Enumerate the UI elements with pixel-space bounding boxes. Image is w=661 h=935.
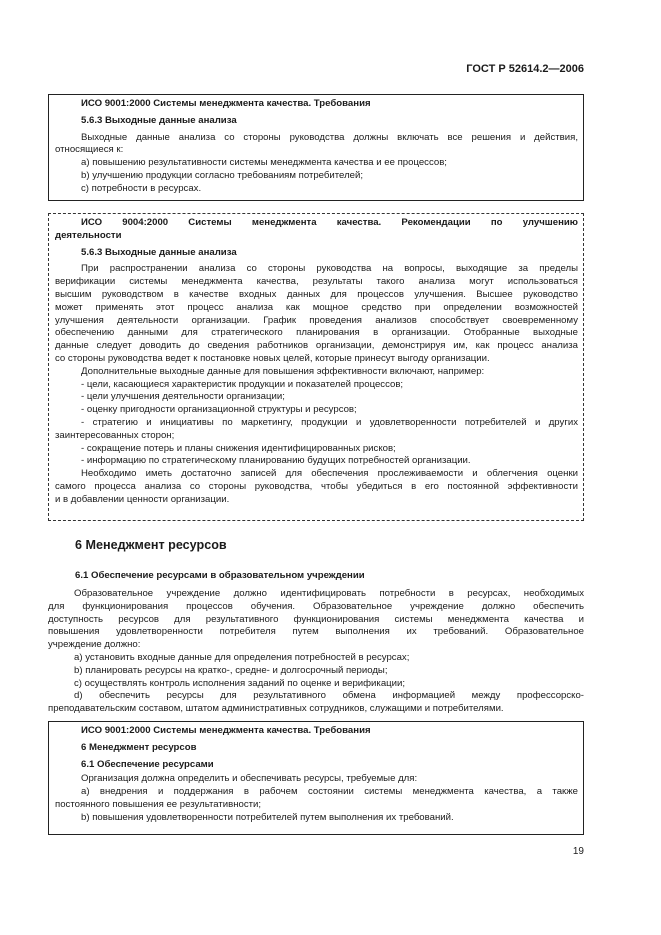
list-item: b) повышения удовлетворенности потребителей путем выполнения их требований. <box>81 811 454 823</box>
list-item: с) осуществлять контроль исполнения заданий по оценке и верификации; <box>74 677 406 689</box>
list-item: - цели, касающиеся характеристик продукции и показателей процессов; <box>81 378 404 390</box>
list-item: а) внедрения и поддержания в рабочем состоянии системы менеджмента качества, а также <box>81 786 578 798</box>
box-text-line: высшим руководством в качестве входных данных для процессов улучшения. Высшее руководство <box>55 288 578 300</box>
box-title: ИСО 9004:2000 Системы менеджмента качества. Рекомендации по улучшению <box>81 217 578 228</box>
body-line: учреждение должно: <box>48 639 141 651</box>
box-text-line: может применять этот процесс анализа как мощное средство при определении возможностей <box>55 301 578 313</box>
box-title: ИСО 9001:2000 Системы менеджмента качества. Требования <box>81 725 371 736</box>
list-item: - стратегию и инициативы по маркетингу, продукции и удовлетворенности потребителей и других <box>81 416 578 428</box>
list-item: заинтересованных сторон; <box>55 429 175 441</box>
iso-9001-resources-box <box>48 721 584 835</box>
page-number: 19 <box>572 846 584 857</box>
list-item: - оценку пригодности организационной структуры и ресурсов; <box>81 404 357 416</box>
list-item: постоянного повышения ее результативности; <box>55 798 262 810</box>
box-text-line: данные следует доводить до сведения работников организации, демонстрируя им, как процесс анализа <box>55 340 578 352</box>
list-item: - цели улучшения деятельности организации; <box>81 391 285 403</box>
box-text-line: относящиеся к: <box>55 144 124 156</box>
standard-header: ГОСТ Р 52614.2—2006 <box>466 63 584 75</box>
box-text-line: обеспечению данными для стратегического планирования в организации. Отобранные выходные <box>55 327 578 339</box>
box-text-line: Выходные данные анализа со стороны руководства должны включать все решения и действия, <box>81 131 578 143</box>
list-item: - информацию по стратегическому планированию будущих потребностей организации. <box>81 455 471 467</box>
box-text-line: Необходимо иметь достаточно записей для обеспечения прослеживаемости и облегчения оценки <box>81 468 578 480</box>
box-subtitle: 5.6.3 Выходные данные анализа <box>81 114 237 126</box>
body-line: доступность ресурсов для результативного функционирования системы менеджмента качества и <box>48 613 584 625</box>
section-body <box>48 588 584 716</box>
iso-9004-quote-box <box>48 213 584 521</box>
box-subtitle: 5.6.3 Выходные данные анализа <box>81 246 237 258</box>
body-line: для функционирования процессов обучения. Образовательное учреждение должно обеспечить <box>48 600 584 612</box>
box-text-line: самого процесса анализа со стороны руководства, чтобы убедиться в его постоянной эффективности <box>55 480 578 492</box>
box-text-line: улучшения деятельности организации. График проведения анализов способствует своевременному <box>55 314 578 326</box>
box-text-line: При распространении анализа со стороны руководства на вопросы, выходящие за пределы <box>81 263 578 275</box>
box-section-heading: 6 Менеджмент ресурсов <box>81 741 197 753</box>
list-item: d) обеспечить ресурсы для результативного обмена информацией между профессорско- <box>74 690 584 702</box>
list-item: а) повышению результативности системы менеджмента качества и ее процессов; <box>81 157 447 169</box>
box-text-line: и в добавлении ценности организации. <box>55 493 230 505</box>
list-item: - сокращение потерь и планы снижения идентифицированных рисков; <box>81 442 396 454</box>
box-title: деятельности <box>55 229 122 241</box>
box-subsection-heading: 6.1 Обеспечение ресурсами <box>81 758 214 770</box>
box-text-line: Организация должна определить и обеспечивать ресурсы, требуемые для: <box>81 773 418 785</box>
iso-9001-quote-box <box>48 94 584 201</box>
body-line: Образовательное учреждение должно идентифицировать потребности в ресурсах, необходимых <box>74 588 584 599</box>
body-line: повышения удовлетворенности потребителя путем выполнения их требований. Образовательное <box>48 626 584 638</box>
list-item: а) установить входные данные для определения потребностей в ресурсах; <box>74 651 410 663</box>
box-text-line: верификации системы менеджмента качества, результаты такого анализа могут использоваться <box>55 276 578 288</box>
box-text-line: Дополнительные выходные данные для повышения эффективности включают, например: <box>81 365 485 377</box>
list-item: с) потребности в ресурсах. <box>81 182 202 194</box>
box-title: ИСО 9001:2000 Системы менеджмента качества. Требования <box>81 98 371 109</box>
box-text-line: со стороны руководства ведет к постановке новых целей, которые принесут выгоду организации. <box>55 352 490 364</box>
subsection-heading: 6.1 Обеспечение ресурсами в образовательном учреждении <box>75 570 365 581</box>
list-item: b) улучшению продукции согласно требованиям потребителей; <box>81 169 364 181</box>
section-heading: 6 Менеджмент ресурсов <box>75 538 227 552</box>
list-item: преподавательским составом, штатом административных сотрудников, служащими и потребителями. <box>48 703 504 715</box>
list-item: b) планировать ресурсы на кратко-, средне- и долгосрочный периоды; <box>74 664 388 676</box>
